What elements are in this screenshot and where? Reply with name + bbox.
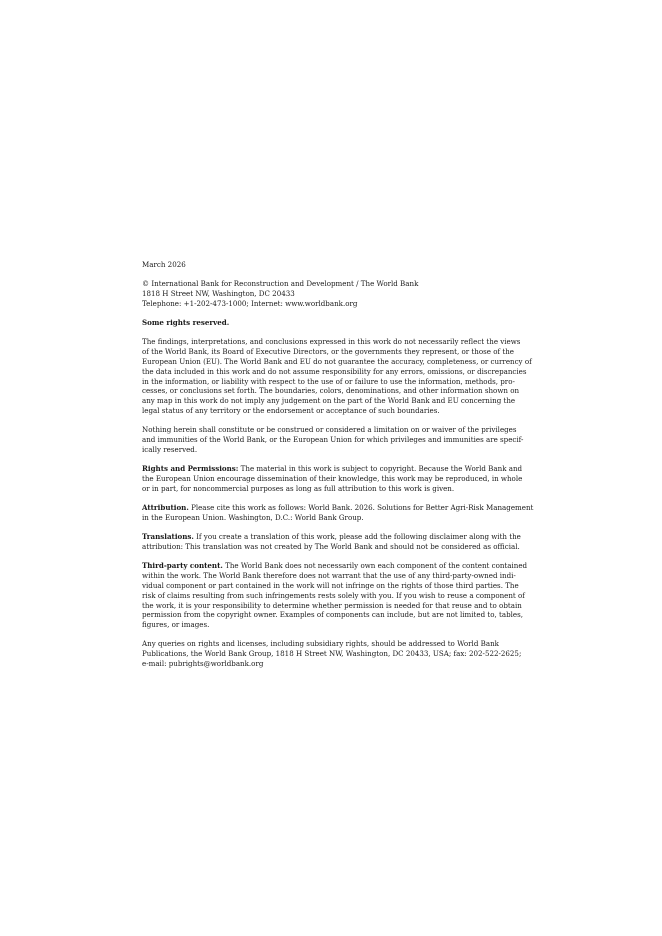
attribution-line xyxy=(142,503,534,513)
copyright-block xyxy=(142,279,522,308)
translations-text: If you create a translation of this work, please add the following disclaimer along with the xyxy=(193,532,521,542)
queries-paragraph xyxy=(142,639,522,668)
rights-permissions-line xyxy=(142,464,522,474)
disclaimer-line: any map in this work do not imply any judgement on the part of the World Bank and EU concerning the xyxy=(142,396,516,406)
attribution-heading: Attribution. xyxy=(142,503,189,513)
translations-paragraph xyxy=(142,532,522,552)
rights-reserved xyxy=(142,318,522,328)
rights-reserved-text: Some rights reserved. xyxy=(142,318,230,328)
rights-permissions-line: the European Union encourage dissemination of their knowledge, this work may be reproduced, in whole xyxy=(142,474,523,484)
disclaimer-line: in the information, or liability with respect to the use of or failure to use the information, methods, pro- xyxy=(142,376,515,386)
queries-line: Any queries on rights and licenses, including subsidiary rights, should be addressed to World Bank xyxy=(142,639,499,649)
copyright-page xyxy=(142,260,534,678)
disclaimer-paragraph xyxy=(142,337,532,416)
publication-date xyxy=(142,260,522,270)
disclaimer-line: European Union (EU). The World Bank and EU do not guarantee the accuracy, completeness, or currency of xyxy=(142,357,532,367)
privileges-line: ically reserved. xyxy=(142,444,198,454)
privileges-paragraph xyxy=(142,425,522,454)
contact-line: Telephone: +1-202-473-1000; Internet: www.worldbank.org xyxy=(142,298,358,308)
queries-line: Publications, the World Bank Group, 1818 H Street NW, Washington, DC 20433, USA; fax: 202-522-2625; xyxy=(142,649,522,659)
rights-permissions-line: or in part, for noncommercial purposes as long as full attribution to this work is given. xyxy=(142,483,455,493)
translations-line xyxy=(142,532,522,542)
attribution-line: in the European Union. Washington, D.C.: World Bank Group. xyxy=(142,512,364,522)
third-party-line: figures, or images. xyxy=(142,620,210,630)
third-party-line: vidual component or part contained in the work will not infringe on the rights of those third parties. The xyxy=(142,580,519,590)
translations-heading: Translations. xyxy=(142,532,194,542)
translations-line: attribution: This translation was not created by The World Bank and should not be considered as official. xyxy=(142,542,520,552)
disclaimer-line: legal status of any territory or the endorsement or acceptance of such boundaries. xyxy=(142,406,440,416)
disclaimer-line: The findings, interpretations, and conclusions expressed in this work do not necessarily reflect the views xyxy=(142,337,521,347)
copyright-line: © International Bank for Reconstruction and Development / The World Bank xyxy=(142,279,419,289)
privileges-line: Nothing herein shall constitute or be construed or considered a limitation on or waiver of the privileges xyxy=(142,425,517,435)
address-line: 1818 H Street NW, Washington, DC 20433 xyxy=(142,289,295,299)
queries-line: e-mail: pubrights@worldbank.org xyxy=(142,659,264,668)
third-party-line: within the work. The World Bank therefore does not warrant that the use of any third-party-owned indi- xyxy=(142,571,516,581)
third-party-line xyxy=(142,561,528,571)
privileges-line: and immunities of the World Bank, or the European Union for which privileges and immunities are specif- xyxy=(142,435,524,445)
attribution-paragraph xyxy=(142,503,534,523)
third-party-paragraph xyxy=(142,561,528,630)
date-line: March 2026 xyxy=(142,260,186,269)
third-party-text: The World Bank does not necessarily own each component of the content contained xyxy=(222,561,528,571)
rights-permissions-text: The material in this work is subject to copyright. Because the World Bank and xyxy=(238,464,523,474)
rights-permissions-paragraph xyxy=(142,464,522,493)
disclaimer-line: cesses, or conclusions set forth. The boundaries, colors, denominations, and other information shown on xyxy=(142,386,520,396)
third-party-line: risk of claims resulting from such infringements rests solely with you. If you wish to reuse a component of xyxy=(142,590,525,600)
third-party-line: permission from the copyright owner. Examples of components can include, but are not limited to, tables, xyxy=(142,610,524,620)
rights-permissions-heading: Rights and Permissions: xyxy=(142,464,239,474)
disclaimer-line: the data included in this work and do not assume responsibility for any errors, omissions, or discrepancies xyxy=(142,366,527,376)
attribution-text: Please cite this work as follows: World Bank. 2026. Solutions for Better Agri-Risk Management xyxy=(188,503,534,513)
third-party-line: the work, it is your responsibility to determine whether permission is needed for that reuse and to obtain xyxy=(142,600,522,610)
disclaimer-line: of the World Bank, its Board of Executive Directors, or the governments they represent, or those of the xyxy=(142,347,514,357)
third-party-heading: Third-party content. xyxy=(142,561,223,571)
